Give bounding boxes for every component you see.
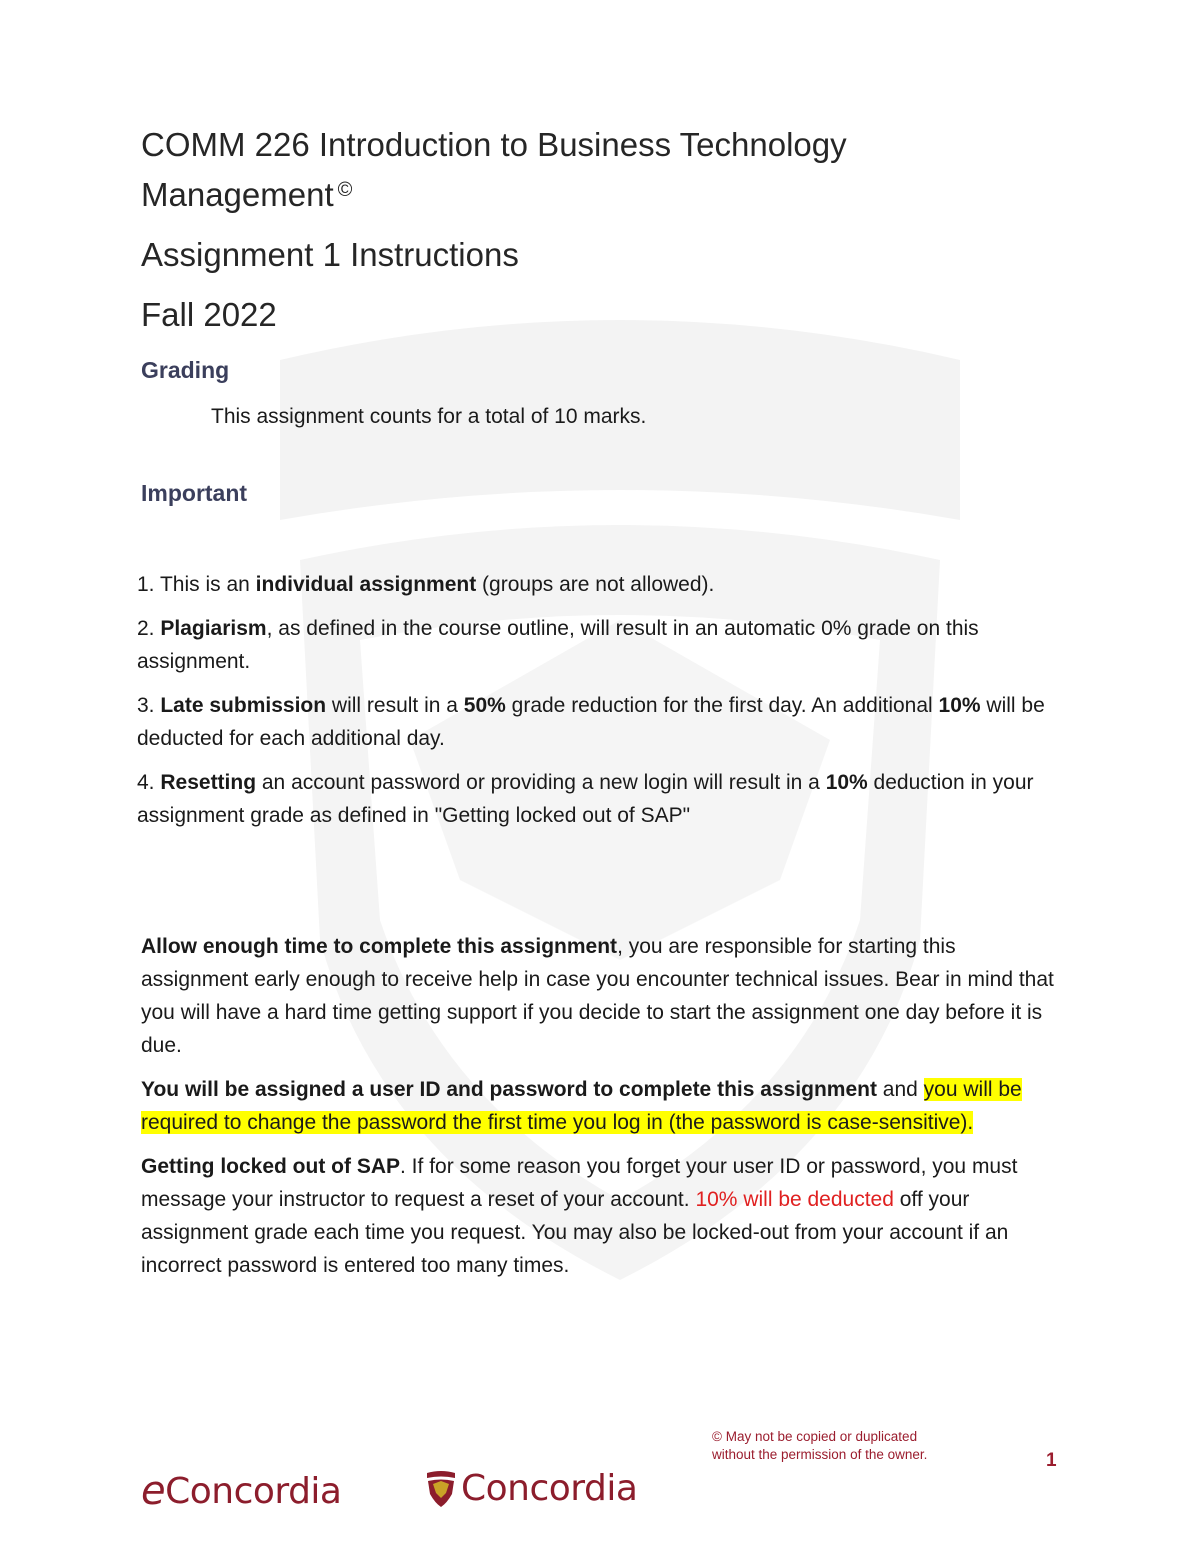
- item-bold: 50%: [463, 694, 506, 717]
- item-text: an account password or providing a new login will result in a: [256, 771, 826, 794]
- important-list: [137, 568, 1067, 843]
- econcordia-e-mark: e: [141, 1468, 166, 1514]
- grading-heading: Grading: [141, 357, 230, 383]
- note-text: . If for some reason you forget your user ID or password, you must message your instructor to request a reset of your account.: [141, 1155, 1018, 1211]
- page-number: 1: [1046, 1450, 1057, 1471]
- doc-title-line1: COMM 226 Introduction to Business Technology: [141, 126, 847, 163]
- econcordia-wordmark: Concordia: [165, 1470, 342, 1512]
- notes-section: [141, 930, 1063, 1293]
- note-user-id: [141, 1073, 1063, 1139]
- note-highlight: you will be required to change the password the first time you log in (the password is case-sensitive).: [141, 1078, 1022, 1134]
- doc-term: Fall 2022: [141, 296, 277, 333]
- doc-title-line2: [141, 176, 352, 214]
- important-heading: Important: [141, 480, 248, 506]
- doc-subtitle: Assignment 1 Instructions: [141, 236, 519, 273]
- concordia-shield-icon: [425, 1470, 457, 1508]
- important-item-4: [137, 766, 1067, 832]
- important-item-1: [137, 568, 1067, 601]
- item-text: will result in a: [326, 694, 464, 717]
- copyright-line-1: © May not be copied or duplicated: [712, 1429, 918, 1444]
- item-number: 2.: [137, 617, 161, 640]
- copyright-symbol: ©: [337, 179, 353, 201]
- item-bold: Late submission: [160, 694, 327, 717]
- item-text: (groups are not allowed).: [476, 573, 715, 596]
- note-text: , you are responsible for starting this assignment early enough to receive help in case you encounter technical issues. Bear in mind that you will have a hard time getting support if you decide to start the assignment one day before it is due.: [141, 935, 1054, 1057]
- item-bold: Resetting: [160, 771, 257, 794]
- important-item-2: [137, 612, 1067, 678]
- item-text: , as defined in the course outline, will result in an automatic 0% grade on this assignment.: [137, 617, 979, 673]
- item-text: grade reduction for the first day. An additional: [505, 694, 939, 717]
- item-number: 4.: [137, 771, 161, 794]
- note-bold: Getting locked out of SAP: [141, 1155, 401, 1178]
- note-red-warning: 10% will be deducted: [695, 1188, 894, 1211]
- item-text: will be deducted for each additional day.: [137, 694, 1045, 750]
- copyright-line-2: without the permission of the owner.: [712, 1447, 928, 1462]
- note-allow-time: [141, 930, 1063, 1062]
- note-locked-out: [141, 1150, 1063, 1282]
- item-text: This is an: [159, 573, 256, 596]
- note-bold: Allow enough time to complete this assignment: [141, 935, 618, 958]
- item-bold: 10%: [825, 771, 868, 794]
- item-bold: Plagiarism: [160, 617, 267, 640]
- copyright-notice: [712, 1428, 927, 1464]
- econcordia-logo: [141, 1468, 342, 1514]
- item-bold: individual assignment: [255, 573, 477, 596]
- item-number: 3.: [137, 694, 161, 717]
- item-bold: 10%: [938, 694, 981, 717]
- item-text: deduction in your assignment grade as defined in "Getting locked out of SAP": [137, 771, 1034, 827]
- note-text: and: [876, 1078, 924, 1101]
- note-text: off your assignment grade each time you request. You may also be locked-out from your account if an incorrect password is entered too many times.: [141, 1188, 1009, 1277]
- important-item-3: [137, 689, 1067, 755]
- item-number: 1.: [137, 573, 160, 596]
- concordia-wordmark: Concordia: [461, 1468, 638, 1509]
- grading-text: This assignment counts for a total of 10 marks.: [211, 405, 647, 428]
- concordia-logo: [425, 1468, 637, 1509]
- doc-title-line2-text: Management: [141, 176, 334, 213]
- note-bold: You will be assigned a user ID and password to complete this assignment: [141, 1078, 877, 1101]
